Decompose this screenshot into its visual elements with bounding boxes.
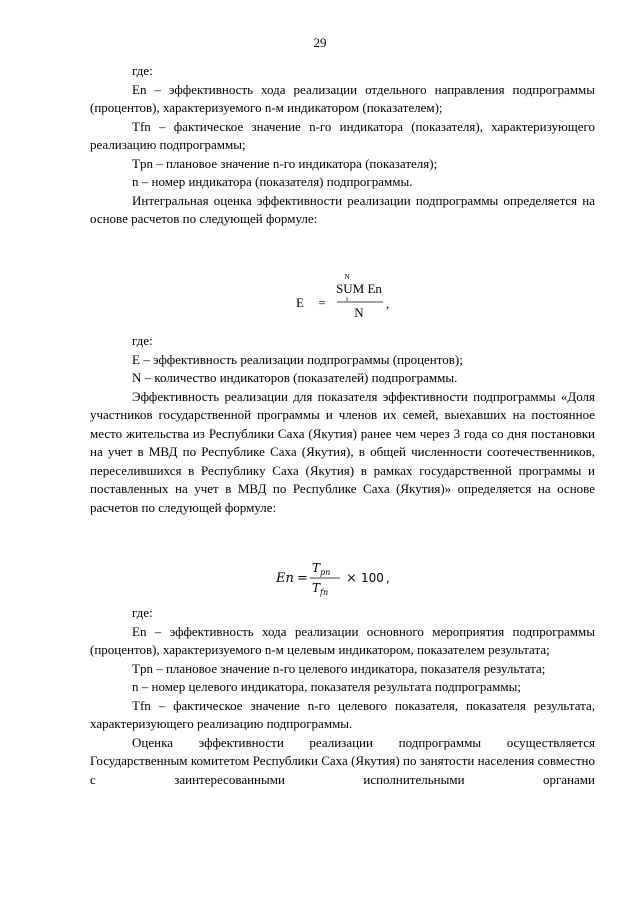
- definition-e: E – эффективность реализации подпрограммы (процентов);: [132, 351, 463, 367]
- definition-tfn-2: Tfn – фактическое значение n-го целевого показателя, показателя результата, характеризующего реализацию подпрограммы.: [90, 697, 595, 731]
- formula1-equals: =: [318, 295, 326, 310]
- definition-tpn: Tpn – плановое значение n-го индикатора (показателя);: [132, 155, 438, 171]
- where-label-2: где:: [132, 333, 153, 348]
- formula-integral-efficiency: [0, 270, 640, 326]
- formula1-upper-limit: N: [344, 273, 350, 281]
- definition-N: N – количество индикаторов (показателей) подпрограммы.: [132, 370, 458, 385]
- definition-n: n – номер индикатора (показателя) подпрограммы.: [132, 174, 413, 189]
- definition-en: En – эффективность хода реализации отдельного направления подпрограммы (процентов), характеризуемого n-м индикатором (показателем);: [90, 81, 595, 115]
- page-number: 29: [313, 35, 327, 50]
- integral-assessment-paragraph: Интегральная оценка эффективности реализации подпрограммы определяется на основе расчетов по следующей формуле:: [90, 192, 595, 226]
- where-label: где:: [132, 63, 153, 78]
- definition-en-2: En – эффективность хода реализации основного мероприятия подпрограммы (процентов), характеризуемого n-м целевым индикатором, показателем результата;: [90, 623, 595, 657]
- formula1-numerator: SUM En: [336, 281, 382, 296]
- formula1-denominator: N: [354, 305, 364, 320]
- definitions-block-1: [90, 62, 595, 229]
- formula2-denominator-sub: fn: [320, 588, 329, 597]
- definition-n-2: n – номер целевого индикатора, показателя результата подпрограммы;: [132, 679, 521, 694]
- formula1-lower-limit: 1: [345, 297, 349, 303]
- formula2-equals: =: [297, 571, 308, 586]
- formula2-numerator-base: T: [312, 561, 321, 575]
- indicator-paragraph: Эффективность реализации для показателя эффективности подпрограммы «Доля участников государственной программы и членов их семей, выехавших на постоянное место жительства из Республики Саха (Якутия) ранее чем через 3 года со дня постановки на учет в МВД по Республике Саха (Якутия), в общей численности соотечественников, переселившихся в Республику Саха (Якутия) в рамках государственной программы и поставленных на учет в МВД по Республике Саха (Якутия)» определяется на основе расчетов по следующей формуле:: [90, 388, 595, 515]
- definition-tfn: Tfn – фактическое значение n-го индикатора (показателя), характеризующего реализацию подпрограммы;: [90, 118, 595, 152]
- where-label-3: где:: [132, 605, 153, 620]
- formula1-comma: ,: [386, 296, 390, 311]
- formula2-comma: ,: [386, 571, 390, 585]
- formula2-numerator-sub: pn: [320, 568, 331, 577]
- assessment-responsibility-paragraph: Оценка эффективности реализации подпрограммы осуществляется Государственным комитетом Республики Саха (Якутия) по занятости населения совместно с заинтересованными исполнительными органами: [90, 734, 595, 787]
- definitions-block-2: [90, 332, 595, 517]
- formula-direction-efficiency: [0, 555, 640, 601]
- definitions-block-3: [90, 604, 595, 789]
- formula2-value: 100: [361, 571, 384, 585]
- formula2-denominator-base: T: [312, 581, 321, 595]
- definition-tpn-2: Tpn – плановое значение n-го целевого индикатора, показателя результата;: [132, 660, 546, 676]
- formula2-lhs: En: [276, 571, 294, 586]
- formula2-times: ×: [346, 571, 357, 586]
- formula1-lhs: E: [296, 295, 304, 310]
